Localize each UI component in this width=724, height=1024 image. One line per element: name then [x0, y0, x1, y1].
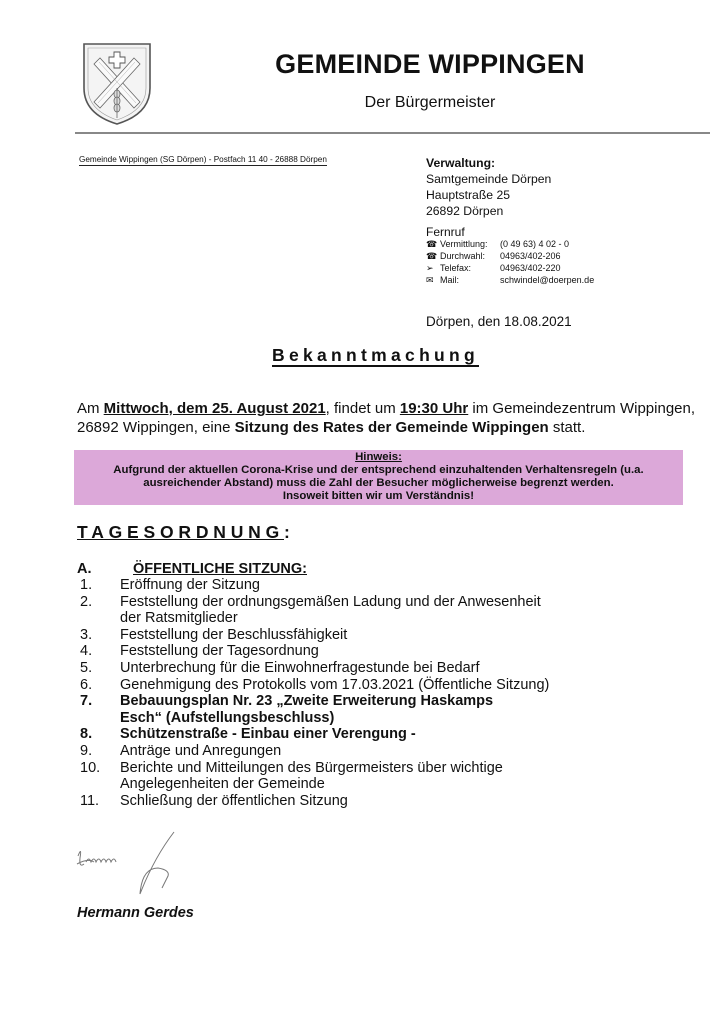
item-number: 6.	[80, 676, 93, 693]
item-text: Schließung der öffentlichen Sitzung	[120, 792, 348, 809]
item-text: Berichte und Mitteilungen des Bürgermeisters über wichtige Angelegenheiten der Gemeinde	[120, 759, 503, 793]
meeting-time: 19:30 Uhr	[399, 400, 469, 417]
intro-text: , findet um	[325, 400, 400, 417]
agenda-title: TAGESORDNUNG	[77, 522, 284, 542]
agenda-heading	[77, 522, 295, 543]
item-number: 2.	[80, 593, 93, 610]
item-number: 1.	[80, 577, 93, 593]
item-number: 10.	[80, 759, 101, 776]
item-text: Schützenstraße - Einbau einer Verengung -	[120, 726, 416, 743]
administration-heading: Verwaltung:	[426, 156, 496, 170]
item-text: Feststellung der Tagesordnung	[120, 643, 319, 660]
signer-name: Hermann Gerdes	[77, 905, 194, 921]
intro-text: statt.	[548, 419, 586, 436]
municipality-title: GEMEINDE WIPPINGEN	[275, 49, 585, 79]
agenda-item	[80, 660, 680, 677]
contact-row	[426, 250, 594, 262]
item-number: 5.	[80, 659, 93, 676]
section-letter: A.	[77, 561, 92, 577]
item-number: 7.	[80, 693, 93, 710]
item-number: 8.	[80, 726, 93, 743]
administration-block	[426, 155, 551, 219]
intro-paragraph	[77, 399, 697, 437]
agenda-list	[80, 577, 680, 809]
notice-line: ausreichender Abstand) muss die Zahl der Besucher möglicherweise begrenzt werden.	[143, 477, 614, 489]
sender-address-line: Gemeinde Wippingen (SG Dörpen) - Postfach 11 40 - 26888 Dörpen	[79, 155, 327, 164]
item-number: 4.	[80, 643, 93, 660]
contact-value: 04963/402-220	[500, 263, 561, 273]
agenda-item	[80, 643, 680, 660]
agenda-item	[80, 577, 680, 594]
administration-line: Hauptstraße 25	[426, 188, 511, 202]
item-number: 3.	[80, 626, 93, 643]
item-text: Eröffnung der Sitzung	[120, 577, 260, 593]
intro-text: im Gemeindezentrum Wippingen, 26892 Wippingen, eine	[77, 400, 696, 436]
mayor-subtitle: Der Bürgermeister	[364, 94, 496, 111]
contact-label: Mail:	[440, 275, 460, 285]
item-number: 11.	[80, 792, 100, 809]
phone-icon: ☎	[426, 239, 438, 249]
contact-label: Vermittlung:	[440, 239, 488, 249]
phone-icon: ☎	[426, 251, 438, 261]
date-line: Dörpen, den 18.08.2021	[426, 314, 572, 329]
letterhead-divider	[75, 132, 710, 134]
arrow-icon: ➢	[426, 263, 434, 273]
item-text: Genehmigung des Protokolls vom 17.03.2021 (Öffentliche Sitzung)	[120, 676, 550, 693]
contact-list	[426, 238, 594, 286]
item-text: Bebauungsplan Nr. 23 „Zweite Erweiterung Haskamps Esch“ (Aufstellungsbeschluss)	[120, 693, 494, 726]
mail-icon: ✉	[426, 275, 434, 285]
agenda-item	[80, 760, 680, 793]
agenda-item	[80, 693, 680, 726]
item-number: 9.	[80, 742, 93, 759]
contact-label: Telefax:	[440, 263, 472, 273]
handwritten-signature	[74, 828, 194, 906]
agenda-item	[80, 726, 680, 743]
coat-of-arms-logo	[80, 40, 154, 126]
notice-line: Insoweit bitten wir um Verständnis!	[282, 490, 475, 502]
agenda-item	[80, 743, 680, 760]
contact-heading: Fernruf	[426, 225, 465, 239]
contact-email[interactable]: schwindel@doerpen.de	[500, 275, 595, 285]
document-heading: Bekanntmachung	[272, 345, 480, 365]
agenda-item	[80, 677, 680, 694]
contact-row	[426, 262, 594, 274]
administration-line: 26892 Dörpen	[426, 204, 504, 218]
agenda-colon: :	[284, 522, 295, 542]
notice-box	[74, 450, 683, 505]
agenda-item	[80, 627, 680, 644]
notice-line: Aufgrund der aktuellen Corona-Krise und der entsprechend einzuhaltenden Verhaltensregeln (u.a.	[113, 464, 644, 476]
section-title: ÖFFENTLICHE SITZUNG:	[133, 561, 307, 577]
contact-label: Durchwahl:	[440, 251, 486, 261]
intro-text: Am	[77, 400, 104, 417]
contact-row	[426, 238, 594, 250]
notice-title: Hinweis:	[355, 451, 402, 463]
contact-value: (0 49 63) 4 02 - 0	[500, 239, 570, 249]
item-text: Anträge und Anregungen	[120, 742, 282, 759]
meeting-date: Mittwoch, dem 25. August 2021	[103, 400, 326, 417]
item-text: Feststellung der Beschlussfähigkeit	[120, 626, 348, 643]
agenda-item	[80, 594, 680, 627]
section-heading	[77, 561, 307, 577]
meeting-name: Sitzung des Rates der Gemeinde Wippingen	[234, 419, 549, 436]
contact-row	[426, 274, 594, 286]
item-text: Unterbrechung für die Einwohnerfragestunde bei Bedarf	[120, 659, 480, 676]
contact-value: 04963/402-206	[500, 251, 561, 261]
agenda-item	[80, 793, 680, 810]
administration-line: Samtgemeinde Dörpen	[426, 172, 552, 186]
item-text: Feststellung der ordnungsgemäßen Ladung und der Anwesenheit der Ratsmitglieder	[120, 593, 541, 627]
